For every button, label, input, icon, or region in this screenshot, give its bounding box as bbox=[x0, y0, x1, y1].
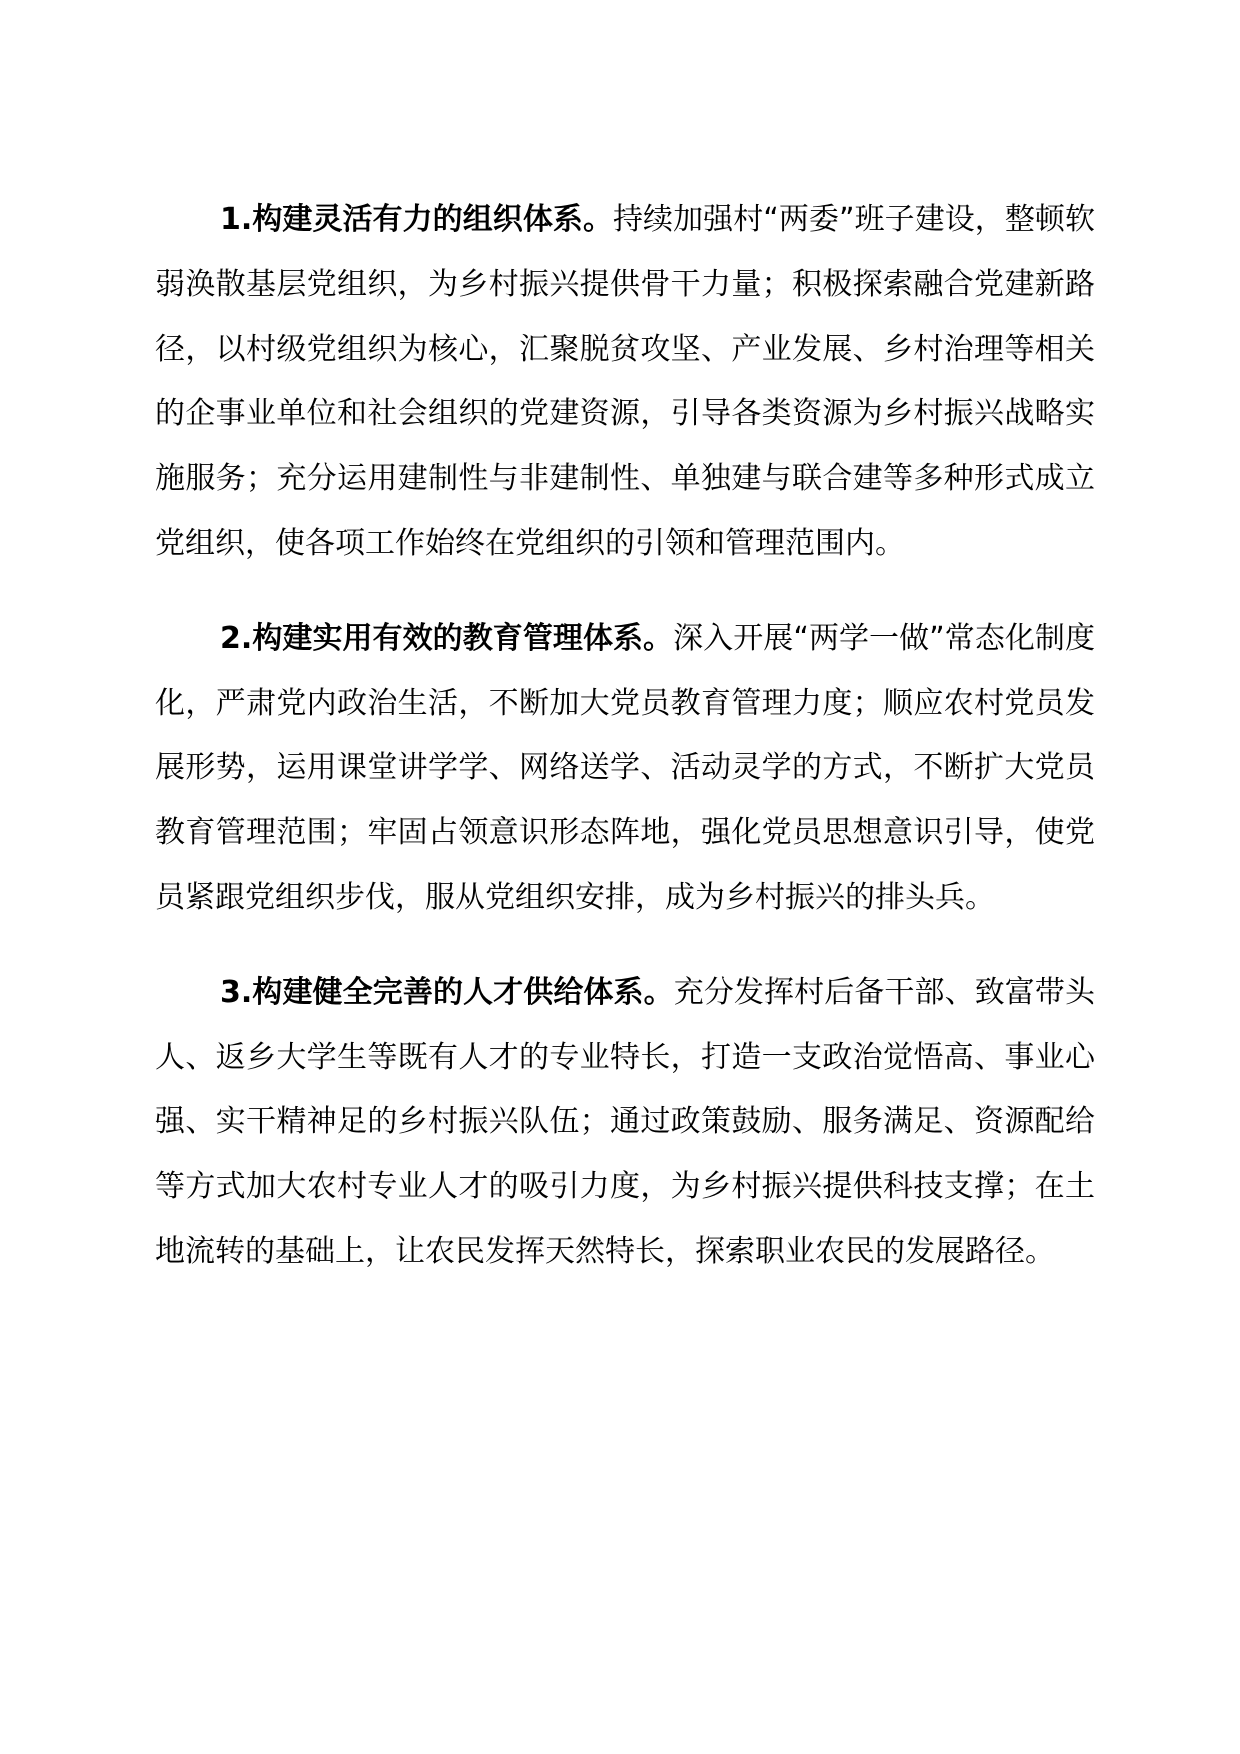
paragraph-text: 持续加强村“两委”班子建设，整顿软弱涣散基层党组织，为乡村振兴提供骨干力量；积极探索融合党建新路径，以村级党组织为核心，汇聚脱贫攻坚、产业发展、乡村治理等相关的企事业单位和社会组织的党建资源，引导各类资源为乡村振兴战略实施服务；充分运用建制性与非建制性、单独建与联合建等多种形式成立党组织，使各项工作始终在党组织的引领和管理范围内。 bbox=[155, 202, 1095, 561]
paragraph-heading: 1.构建灵活有力的组织体系。 bbox=[220, 202, 613, 237]
paragraph-education-management-system bbox=[155, 607, 1095, 931]
paragraph-text: 深入开展“两学一做”常态化制度化，严肃党内政治生活，不断加大党员教育管理力度；顺应农村党员发展形势，运用课堂讲学学、网络送学、活动灵学的方式，不断扩大党员教育管理范围；牢固占领意识形态阵地，强化党员思想意识引导，使党员紧跟党组织步伐，服从党组织安排，成为乡村振兴的排头兵。 bbox=[155, 620, 1095, 915]
paragraph-talent-supply-system bbox=[155, 961, 1095, 1285]
paragraph-organization-system bbox=[155, 188, 1095, 577]
paragraph-heading: 3.构建健全完善的人才供给体系。 bbox=[220, 974, 674, 1010]
paragraph-heading: 2.构建实用有效的教育管理体系。 bbox=[220, 620, 674, 656]
document-body bbox=[155, 188, 1095, 1315]
paragraph-text: 充分发挥村后备干部、致富带头人、返乡大学生等既有人才的专业特长，打造一支政治觉悟高、事业心强、实干精神足的乡村振兴队伍；通过政策鼓励、服务满足、资源配给等方式加大农村专业人才的吸引力度，为乡村振兴提供科技支撑；在土地流转的基础上，让农民发挥天然特长，探索职业农民的发展路径。 bbox=[155, 974, 1095, 1269]
